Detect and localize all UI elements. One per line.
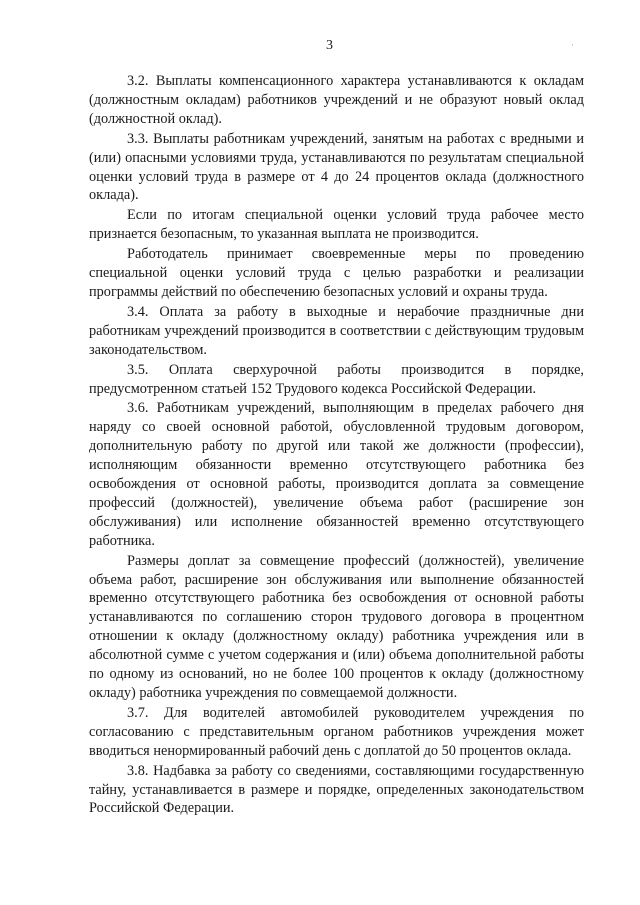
paragraph-safe-workplace: Если по итогам специальной оценки условий труда рабочее место признается безопасным, то указанная выплата не производится. <box>89 207 584 243</box>
paragraph-3-3: 3.3. Выплаты работникам учреждений, занятым на работах с вредными и (или) опасными условиями труда, устанавливаются по результатам специальной оценки условий труда в размере от 4 до 24 процентов оклада (должностного оклада). <box>89 130 584 204</box>
paragraph-employer-measures: Работодатель принимает своевременные меры по проведению специальной оценки условий труда с целью разработки и реализации программы действий по обеспечению безопасных условий и охраны труда. <box>89 246 584 300</box>
paragraph-3-5: 3.5. Оплата сверхурочной работы производится в порядке, предусмотренном статьей 152 Трудового кодекса Российской Федерации. <box>89 361 584 397</box>
paragraph-3-4: 3.4. Оплата за работу в выходные и нерабочие праздничные дни работникам учреждений производится в соответствии с действующим трудовым законодательством. <box>89 303 584 358</box>
paragraph-3-6: 3.6. Работникам учреждений, выполняющим в пределах рабочего дня наряду со своей основной работой, обусловленной трудовым договором, дополнительную работу по другой или такой же должности (профессии), исполняющим обязанности временно отсутствующего работника без освобождения от основной работы, производится доплата за совмещение профессий (должностей), увеличение объема работ (расширение зон обслуживания) или исполнение обязанностей временно отсутствующего работника. <box>89 400 584 549</box>
paragraph-3-7: 3.7. Для водителей автомобилей руководителем учреждения по согласованию с представительным органом работников учреждения может вводиться ненормированный рабочий день с доплатой до 50 процентов оклада. <box>89 704 584 759</box>
paragraph-combination-rates: Размеры доплат за совмещение профессий (должностей), увеличение объема работ, расширение зон обслуживания или выполнение обязанностей временно отсутствующего работника без освобождения от основной работы устанавливаются по соглашению сторон трудового договора в процентном отношении к окладу (должностному окладу) работника учреждения или в абсолютной сумме с учетом содержания и (или) объема дополнительной работы по одному из оснований, но не более 100 процентов к окладу (должностному окладу) работника учреждения по совмещаемой должности. <box>89 552 584 701</box>
paragraph-3-8: 3.8. Надбавка за работу со сведениями, составляющими государственную тайну, устанавливается в размере и порядке, определенных законодательством Российской Федерации. <box>89 762 584 817</box>
page-number: 3 <box>326 38 333 53</box>
document-body <box>89 72 584 818</box>
corner-mark: · <box>571 40 574 50</box>
paragraph-3-2: 3.2. Выплаты компенсационного характера устанавливаются к окладам (должностным окладам) работников учреждений и не образуют новый оклад (должностной оклад). <box>89 73 584 127</box>
